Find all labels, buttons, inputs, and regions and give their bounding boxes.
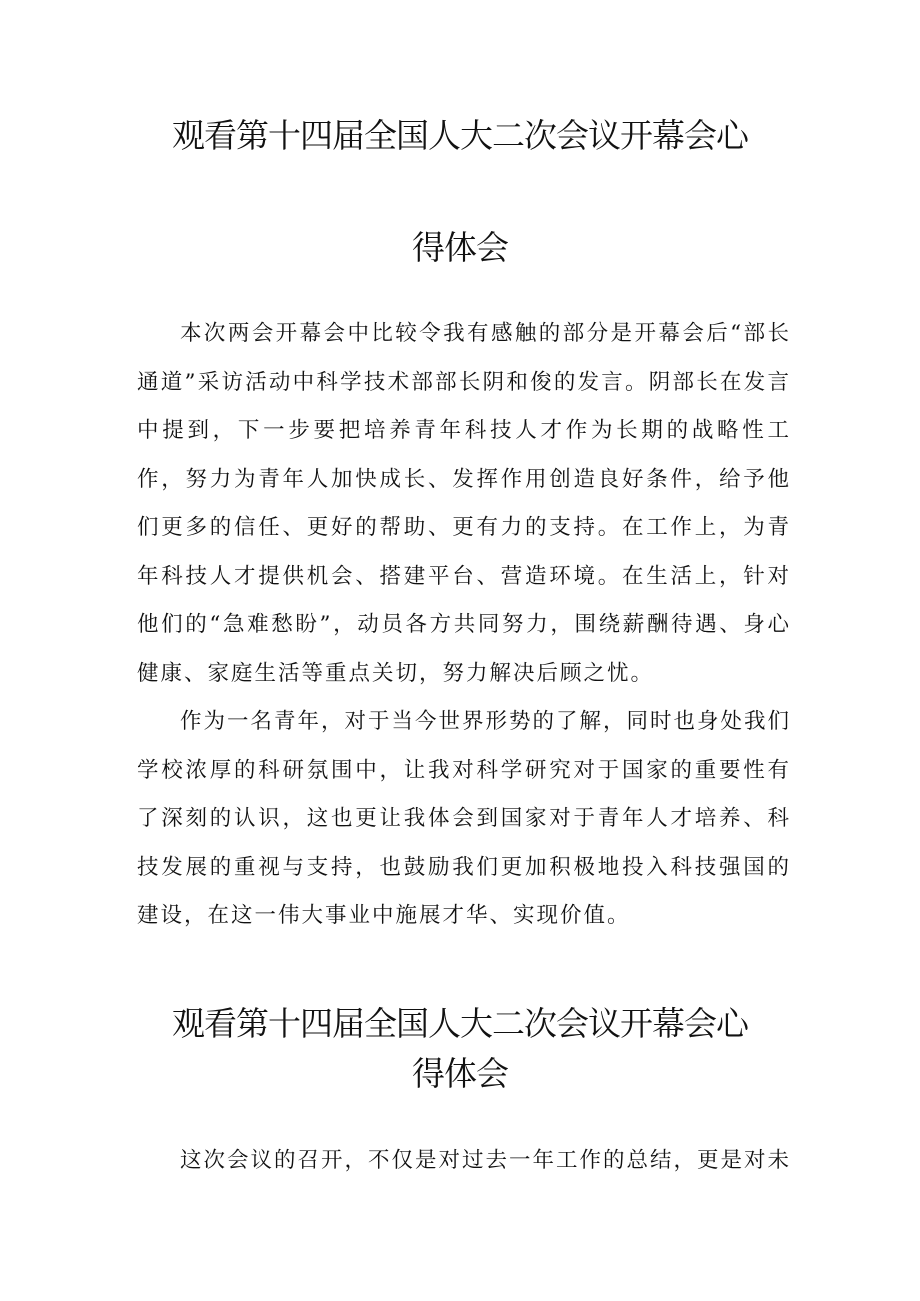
article-1-paragraph-2: 作为一名青年，对于当今世界形势的了解，同时也身处我们学校浓厚的科研氛围中，让我对科学研究对于国家的重要性有了深刻的认识，这也更让我体会到国家对于青年人才培养、科技发展的重视与支持，也鼓励我们更加积极地投入科技强国的建设，在这一伟大事业中施展才华、实现价值。 [137, 709, 792, 928]
article-1-title-line-1: 观看第十四届全国人大二次会议开幕会心 [172, 116, 748, 155]
article-1-title-line-2: 得体会 [412, 228, 508, 267]
article-2-title-line-2: 得体会 [412, 1054, 508, 1093]
article-2-paragraph-1: 这次会议的召开，不仅是对过去一年工作的总结，更是对未 [180, 1148, 791, 1173]
article-2-title-line-1: 观看第十四届全国人大二次会议开幕会心 [172, 1004, 748, 1043]
article-1-paragraph-1: 本次两会开幕会中比较令我有感触的部分是开幕会后“部长通道”采访活动中科学技术部部长阴和俊的发言。阴部长在发言中提到，下一步要把培养青年科技人才作为长期的战略性工作，努力为青年人加快成长、发挥作用创造良好条件，给予他们更多的信任、更好的帮助、更有力的支持。在工作上，为青年科技人才提供机会、搭建平台、营造环境。在生活上，针对他们的“急难愁盼”，动员各方共同努力，围绕薪酬待遇、身心健康、家庭生活等重点关切，努力解决后顾之忧。 [137, 321, 791, 686]
